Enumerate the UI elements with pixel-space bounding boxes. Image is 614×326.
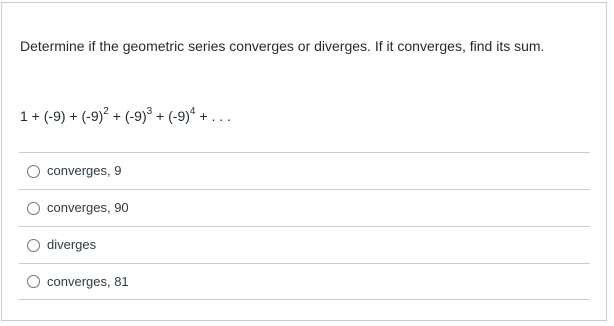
answer-list (19, 152, 590, 300)
series-plus: + (27, 108, 44, 124)
radio-button-icon[interactable] (27, 165, 40, 178)
radio-button-icon[interactable] (27, 202, 40, 215)
series-exponent: 2 (103, 106, 109, 118)
radio-button-icon[interactable] (27, 239, 40, 252)
series-term: (-9) (168, 108, 190, 124)
series-expression (20, 106, 231, 126)
answer-label: converges, 90 (47, 200, 129, 215)
answer-label: converges, 9 (47, 163, 122, 178)
question-prompt: Determine if the geometric series converges or diverges. If it converges, find its sum. (20, 38, 545, 54)
answer-option[interactable] (19, 189, 590, 226)
series-plus: + (152, 108, 169, 124)
answer-option[interactable] (19, 226, 590, 263)
question-card (1, 2, 607, 321)
answer-option[interactable] (19, 152, 590, 189)
series-plus: + (65, 108, 82, 124)
series-term: (-9) (124, 108, 147, 124)
series-term: (-9) (81, 108, 104, 124)
radio-button-icon[interactable] (27, 275, 40, 288)
answer-option[interactable] (19, 263, 590, 300)
answer-label: converges, 81 (47, 273, 129, 289)
series-exponent: 4 (189, 106, 196, 118)
series-ellipsis: + . . . (195, 108, 231, 124)
answer-label: diverges (47, 237, 97, 252)
series-term: (-9) (43, 108, 66, 124)
series-plus: + (108, 108, 125, 124)
series-exponent: 3 (146, 106, 153, 118)
series-term: 1 (20, 108, 28, 124)
